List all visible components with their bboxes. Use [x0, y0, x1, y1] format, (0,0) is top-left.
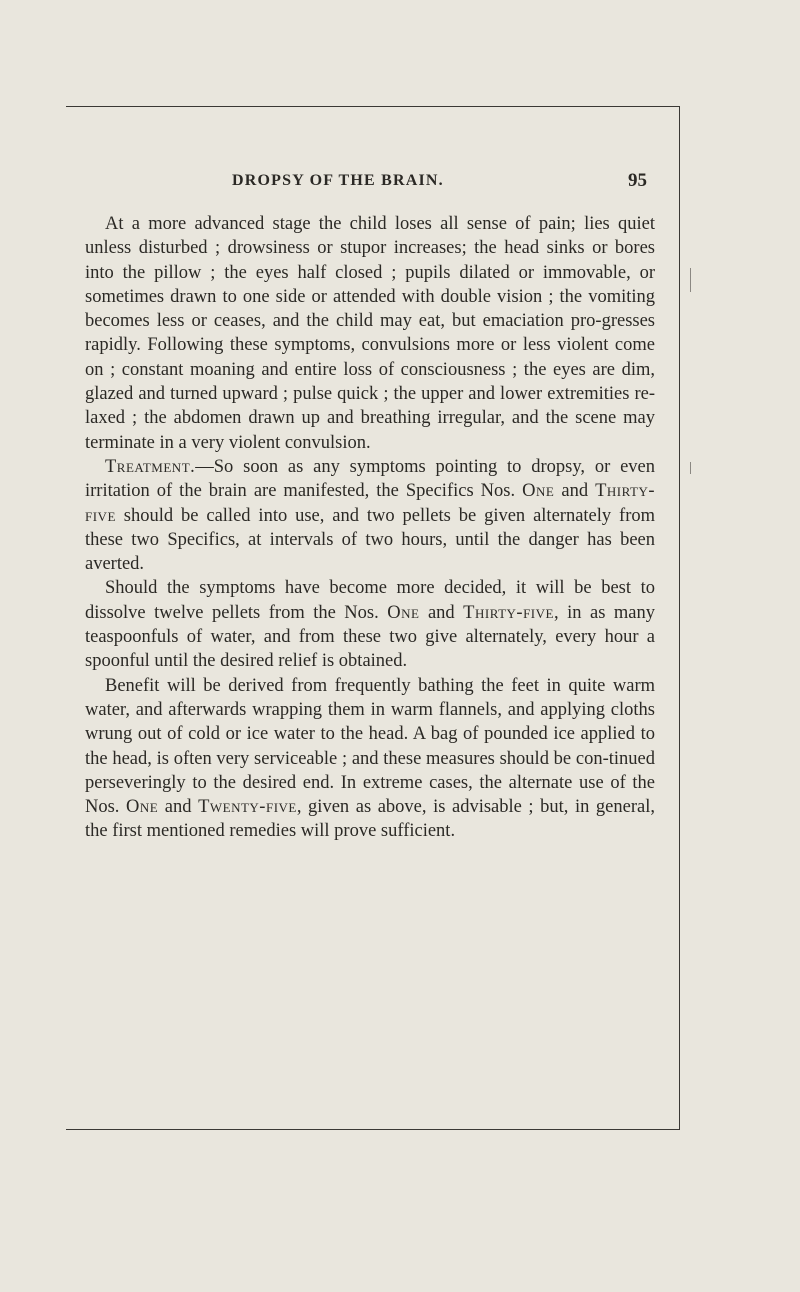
specific-name: One — [522, 481, 555, 502]
text-run: —So soon as any symptoms pointing to dropsy, or even irritation of the brain are manifested, the Specifics Nos. — [85, 456, 655, 502]
paragraph-dosage — [85, 576, 655, 673]
specific-name: Thirty-five — [463, 602, 554, 623]
text-run: , given as above, is advisable ; but, in general, the first mentioned remedies will prove sufficient. — [85, 797, 655, 842]
body-text — [85, 212, 655, 844]
running-head — [0, 172, 800, 194]
running-title: DROPSY OF THE BRAIN. — [232, 172, 444, 189]
text-run: and — [554, 481, 596, 502]
specific-name: Thirty-five — [85, 481, 655, 526]
text-run: should be called into use, and two pellets be given alternately from these two Specifics, at intervals of two hours, until the danger has been averted. — [85, 505, 655, 575]
text-run: Benefit will be derived from frequently bathing the feet in quite warm water, and afterwards wrapping them in warm flannels, and applying cloths wrung out of cold or ice water to the head. A bag of pounded ice applied to the head, is often very serviceable ; and these measures should be con-tinued perseveringly to the desired end. In extreme cases, the alternate use of the Nos. — [85, 675, 655, 818]
paragraph-bathing — [85, 674, 655, 844]
treatment-heading: Treatment. — [105, 456, 196, 477]
page-number: 95 — [628, 170, 647, 191]
text-run: Should the symptoms have become more decided, it will be best to dissolve twelve pellets from the Nos. — [85, 578, 655, 623]
text-run: , in as many teaspoonfuls of water, and from these two give alternately, every hour a spoonful until the desired relief is obtained. — [85, 602, 655, 672]
paragraph-treatment — [85, 455, 655, 576]
margin-mark — [690, 268, 691, 292]
text-run: and — [158, 797, 199, 818]
specific-name: One — [126, 797, 159, 818]
specific-name: Twenty-five — [198, 797, 297, 818]
text-run: and — [419, 602, 464, 623]
margin-mark — [690, 462, 691, 474]
paragraph-symptoms: At a more advanced stage the child loses all sense of pain; lies quiet unless disturbed ; drowsiness or stupor increases; the head sinks or bores into the pillow ; the eyes half closed ; pupils dilated or immovable, or sometimes drawn to one side or attended with double vision ; the vomiting becomes less or ceases, and the child may eat, but emaciation pro-gresses rapidly. Following these symptoms, convulsions more or less violent come on ; constant moaning and entire loss of consciousness ; the eyes are dim, glazed and turned upward ; pulse quick ; the upper and lower extremities re-laxed ; the abdomen drawn up and breathing irregular, and the scene may terminate in a very violent convulsion. — [85, 214, 655, 453]
specific-name: One — [387, 602, 420, 623]
